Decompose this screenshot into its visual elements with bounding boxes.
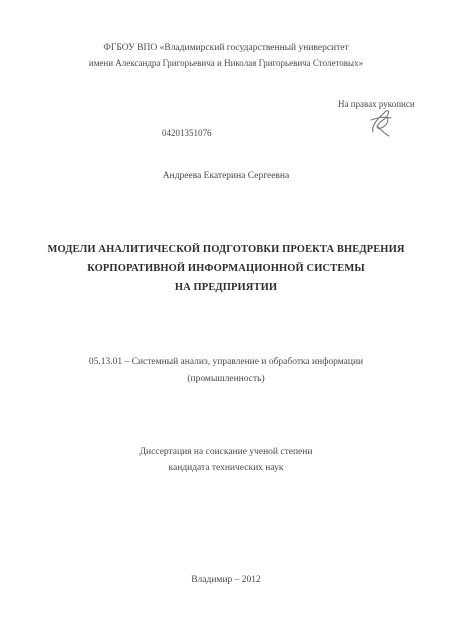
dissertation-title-line-2: КОРПОРАТИВНОЙ ИНФОРМАЦИОННОЙ СИСТЕМЫ (87, 263, 365, 274)
university-line-2: имени Александра Григорьевича и Николая Григорьевича Столетовых» (88, 58, 364, 68)
dissertation-title-line-3: НА ПРЕДПРИЯТИИ (174, 282, 278, 293)
specialty-line-2: (промышленность) (187, 374, 265, 384)
university-line-1: ФГБОУ ВПО «Владимирский государственный университет (103, 43, 349, 53)
degree-line-2: кандидата технических наук (168, 463, 284, 473)
degree-line-1: Диссертация на соискание ученой степени (139, 447, 313, 457)
dissertation-title-line-1: МОДЕЛИ АНАЛИТИЧЕСКОЙ ПОДГОТОВКИ ПРОЕКТА ВНЕДРЕНИЯ (47, 244, 405, 255)
signature-icon (367, 106, 395, 140)
author-name: Андреева Екатерина Сергеевна (162, 171, 290, 181)
specialty-line-1: 05.13.01 – Системный анализ, управление и обработка информации (88, 357, 364, 367)
city-year: Владимир – 2012 (191, 575, 261, 585)
registration-number: 04201351076 (162, 128, 212, 138)
manuscript-note: На правах рукописи (338, 99, 415, 109)
